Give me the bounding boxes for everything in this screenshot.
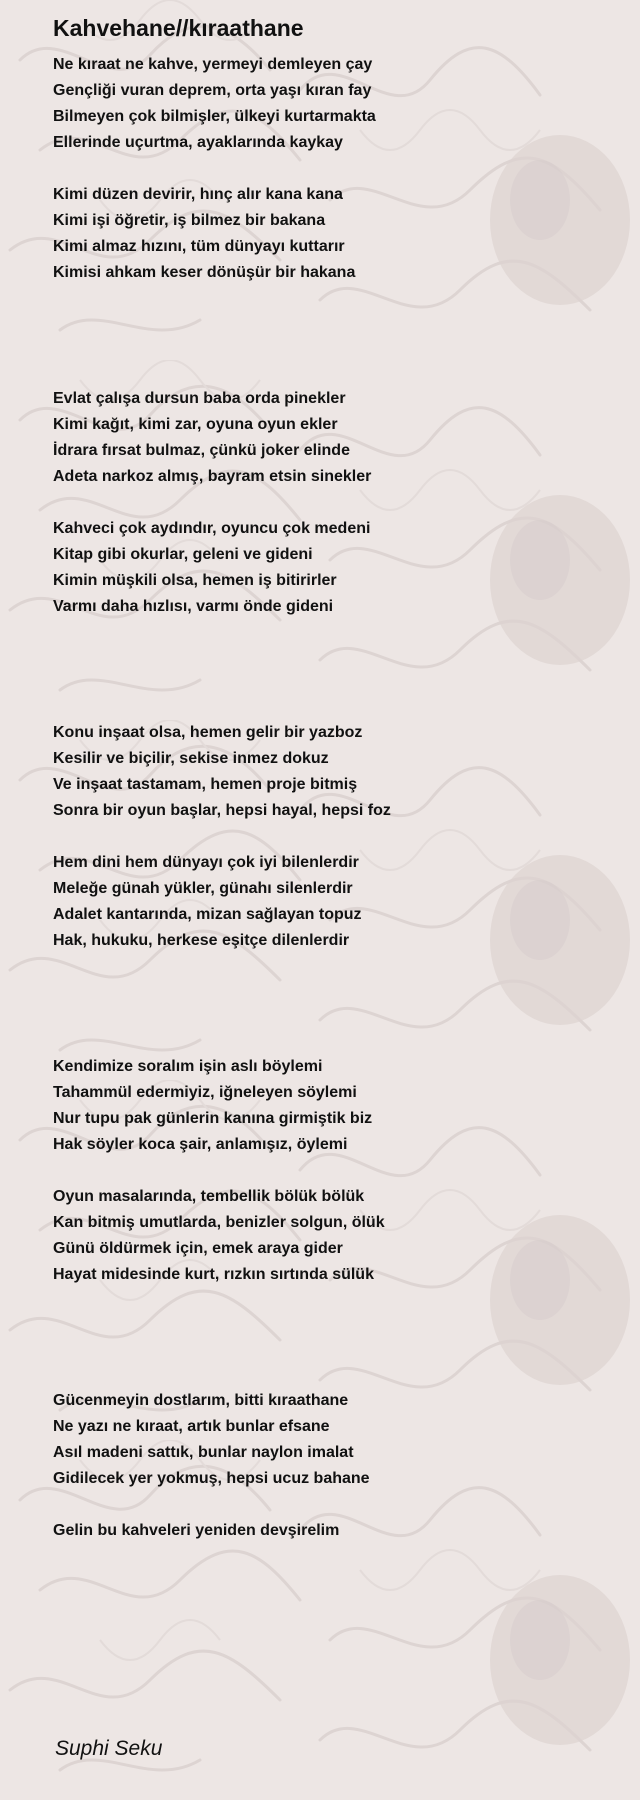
poem-line: Hak söyler koca şair, anlamışız, öylemi <box>53 1136 348 1153</box>
poem-line: Adalet kantarında, mizan sağlayan topuz <box>53 906 362 923</box>
poem-line: Gelin bu kahveleri yeniden devşirelim <box>53 1522 340 1539</box>
poem-line: Hayat midesinde kurt, rızkın sırtında sülük <box>53 1266 374 1283</box>
poem-line: Varmı daha hızlısı, varmı önde gideni <box>53 598 334 615</box>
stanza-6 <box>53 850 613 954</box>
stanza-8 <box>53 1184 613 1288</box>
poem-line: Günü öldürmek için, emek araya gider <box>53 1240 343 1257</box>
poem-line: Kimin müşkili olsa, hemen iş bitirirler <box>53 572 337 589</box>
poem-line: Meleğe günah yükler, günahı silenlerdir <box>53 880 353 897</box>
poem-line: Ellerinde uçurtma, ayaklarında kaykay <box>53 134 343 151</box>
poem-author: Suphi Seku <box>55 1737 163 1760</box>
poem-line: Sonra bir oyun başlar, hepsi hayal, hepsi foz <box>53 802 391 819</box>
poem-line: Gençliği vuran deprem, orta yaşı kıran fay <box>53 82 372 99</box>
poem-line: Kimi kağıt, kimi zar, oyuna oyun ekler <box>53 416 338 433</box>
poem-line: Tahammül edermiyiz, iğneleyen söylemi <box>53 1084 357 1101</box>
poem-line: Konu inşaat olsa, hemen gelir bir yazboz <box>53 724 363 741</box>
poem-line: Adeta narkoz almış, bayram etsin sinekler <box>53 468 372 485</box>
poem-line: Kimi düzen devirir, hınç alır kana kana <box>53 186 343 203</box>
poem-line: Gücenmeyin dostlarım, bitti kıraathane <box>53 1392 349 1409</box>
stanza-9 <box>53 1388 613 1492</box>
poem-line: Evlat çalışa dursun baba orda pinekler <box>53 390 346 407</box>
poem-content <box>53 14 613 1544</box>
poem-line: Kendimize soralım işin aslı böylemi <box>53 1058 323 1075</box>
poem-line: Kimi almaz hızını, tüm dünyayı kuttarır <box>53 238 345 255</box>
stanza-7 <box>53 1054 613 1158</box>
poem-line: Asıl madeni sattık, bunlar naylon imalat <box>53 1444 354 1461</box>
poem-line: Oyun masalarında, tembellik bölük bölük <box>53 1188 365 1205</box>
poem-line: Kimi işi öğretir, iş bilmez bir bakana <box>53 212 326 229</box>
poem-title: Kahvehane//kıraathane <box>53 15 304 41</box>
poem-line: Gidilecek yer yokmuş, hepsi ucuz bahane <box>53 1470 370 1487</box>
stanza-2 <box>53 182 613 286</box>
poem-line: Ne yazı ne kıraat, artık bunlar efsane <box>53 1418 330 1435</box>
poem-line: Kesilir ve biçilir, sekise inmez dokuz <box>53 750 329 767</box>
stanza-4 <box>53 516 613 620</box>
poem-line: Ne kıraat ne kahve, yermeyi demleyen çay <box>53 56 373 73</box>
poem-line: Nur tupu pak günlerin kanına girmiştik biz <box>53 1110 373 1127</box>
poem-line: Kimisi ahkam keser dönüşür bir hakana <box>53 264 356 281</box>
poem-line: Hak, hukuku, herkese eşitçe dilenlerdir <box>53 932 350 949</box>
poem-line: Kitap gibi okurlar, geleni ve gideni <box>53 546 313 563</box>
stanza-3 <box>53 386 613 490</box>
poem-line: Hem dini hem dünyayı çok iyi bilenlerdir <box>53 854 359 871</box>
stanza-1 <box>53 52 613 156</box>
poem-line: İdrara fırsat bulmaz, çünkü joker elinde <box>53 442 350 459</box>
poem-line: Kan bitmiş umutlarda, benizler solgun, ölük <box>53 1214 385 1231</box>
poem-line: Bilmeyen çok bilmişler, ülkeyi kurtarmakta <box>53 108 376 125</box>
stanza-10 <box>53 1518 613 1544</box>
poem-line: Kahveci çok aydındır, oyuncu çok medeni <box>53 520 371 537</box>
poem-line: Ve inşaat tastamam, hemen proje bitmiş <box>53 776 358 793</box>
stanza-5 <box>53 720 613 824</box>
